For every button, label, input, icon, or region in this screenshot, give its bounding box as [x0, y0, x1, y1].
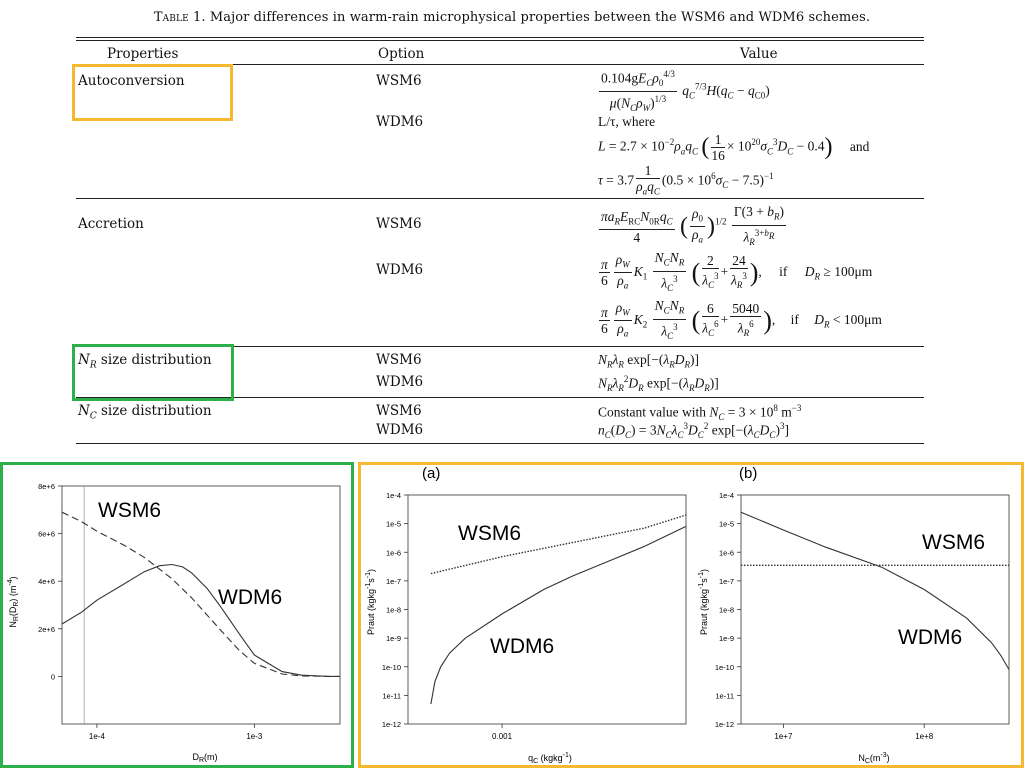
constant-text: Constant value with: [598, 404, 706, 420]
row-nr-wsm6: WSM6: [376, 352, 422, 368]
chart2-panel-label: (a): [422, 465, 441, 482]
and-word: and: [849, 138, 870, 154]
chart3-ytick-label: 1e-12: [714, 720, 734, 729]
chart3-ytick-label: 1e-8: [718, 605, 734, 615]
if-word-2: if: [790, 312, 799, 328]
table-caption: [0, 10, 1024, 25]
header-properties: Properties: [107, 46, 179, 62]
row-autoconversion-wdm6: WDM6: [376, 114, 424, 130]
chart3-ytick-label: 1e-10: [714, 662, 734, 672]
row-accretion-property: Accretion: [78, 216, 144, 232]
chart3-panel-label: (b): [739, 465, 758, 482]
formula-accretion-wdm6-a: $\frac{\pi}{6}$ $\frac{\rho_W}{\rho_a}$ $K_1$ $\frac{N_CN_R}{\lambda_C^3}$ ( $\frac{2}{\lambda_C^3}$ + $\frac{24}{\lambda_R^3}$ ), if $D_R \ge 100\mu m$: [601, 250, 873, 293]
formula-wdm6-auto-line1: L/τ, where: [598, 114, 656, 129]
chart1-ytick-label: 6e+6: [38, 529, 55, 539]
chart2-xlabel: $q_C$ (kgkg$^{-1}$): [528, 752, 572, 765]
caption-text: Major differences in warm-rain microphysical properties between the WSM6 and WDM6 schemes.: [209, 10, 871, 25]
formula-nr-wsm6: $N_R\lambda_R$ $\exp[-(\lambda_RD_R)]$: [598, 352, 699, 370]
chart-praut-qc: [358, 462, 691, 768]
chart2-ytick-label: 1e-4: [385, 491, 401, 500]
chart3-ylabel: Praut $(kgkg^{-1}s^{-1})$: [698, 569, 709, 635]
chart2-series-wdm6: [431, 526, 686, 704]
formula-accretion-wdm6-b: $\frac{\pi}{6}$ $\frac{\rho_W}{\rho_a}$ $K_2$ $\frac{N_CN_R}{\lambda_C^3}$ ( $\frac{6}{\lambda_C^6}$ + $\frac{5040}{\lambda_R^6}$ ), if $D_R < 100\mu m$: [601, 298, 882, 341]
chart2-ytick-label: 1e-11: [382, 691, 401, 701]
chart3-ytick-label: 1e-11: [715, 691, 734, 701]
formula-nr-wdm6: $N_R\lambda_R^2D_R$ $\exp[-(\lambda_RD_R)]$: [598, 374, 719, 394]
chart3-xtick-label: 1e+8: [915, 732, 934, 741]
row-nc-property: $N_C$ size distribution: [78, 403, 212, 422]
chart1-xlabel: $D_R(m)$: [192, 752, 218, 764]
chart2-ytick-label: 1e-5: [385, 519, 401, 529]
row-accretion-wdm6: WDM6: [376, 262, 424, 278]
unit-um-1: μm: [854, 264, 873, 280]
chart3-xtick-label: 1e+7: [774, 732, 793, 741]
caption-prefix: Table 1.: [153, 10, 206, 25]
row-autoconversion-wsm6: WSM6: [376, 73, 422, 89]
chart-size-distribution: [0, 462, 354, 768]
chart3-ytick-label: 1e-7: [718, 576, 734, 586]
chart1-series-wsm6: [62, 512, 340, 676]
chart2-ytick-label: 1e-9: [385, 634, 401, 644]
row-accretion-wsm6: WSM6: [376, 216, 422, 232]
chart1-ytick-label: 2e+6: [38, 624, 55, 634]
row-nr-property: $N_R$ size distribution: [78, 352, 212, 371]
chart2-ytick-label: 1e-7: [385, 576, 401, 586]
chart1-series-wdm6: [62, 565, 340, 677]
chart2-ytick-label: 1e-8: [385, 605, 401, 615]
row-nc-wdm6: WDM6: [376, 422, 424, 438]
table-bottom-rule: [76, 443, 924, 444]
table-top-rule: [76, 37, 924, 38]
highlight-nr-size: [72, 344, 234, 401]
chart3-ytick-label: 1e-5: [718, 519, 734, 529]
chart1-ytick-label: 8e+6: [38, 482, 55, 491]
header-option: Option: [378, 46, 425, 62]
formula-nc-wdm6: $n_C(D_C) = 3N_C\lambda_C^3D_C^2$ $\exp[-(\lambda_CD_C)^3]$: [598, 421, 789, 441]
chart2-frame: [408, 495, 686, 724]
chart3-ytick-label: 1e-9: [718, 634, 734, 644]
chart2-ytick-label: 1e-12: [381, 720, 401, 729]
chart1-ytick-label: 0: [50, 672, 55, 682]
formula-wdm6-auto-tau: τ = 3.7 $\frac{1}{\rho_aq_C}$ $(0.5 \times 10^6\sigma_C - 7.5)^{-1}$: [598, 163, 774, 197]
table-top-rule-2: [76, 40, 924, 41]
chart1-wsm6-label: WSM6: [98, 499, 161, 522]
chart1-xtick-label: 1e-4: [88, 732, 105, 741]
row-autoconversion-property: Autoconversion: [78, 73, 185, 89]
formula-nc-wsm6: Constant value with $N_C = 3 \times 10^8$ $m^{-3}$: [598, 403, 802, 423]
formula-accretion-wsm6: $\frac{\pi a_RE_{RC}N_{0R}q_C}{4}$ ( $\frac{\rho_0}{\rho_a}$ )$^{1/2}$ $\frac{\Gamma(3 + b_R)}{\lambda_R^{3+b_R}}$: [601, 204, 784, 247]
chart1-ylabel: $N_R(D_R)$ $(m^{-4})$: [7, 576, 20, 628]
row-rule-1: [76, 198, 924, 199]
chart2-wsm6-label: WSM6: [458, 522, 521, 545]
chart3-wdm6-label: WDM6: [898, 626, 963, 649]
chart1-wdm6-label: WDM6: [218, 586, 283, 609]
chart2-ylabel: Praut $(kgkg^{-1}s^{-1})$: [365, 569, 376, 635]
formula-wdm6-auto-L: $L = 2.7 \times 10^{-2}\rho_aq_C$ ( $\frac{1}{16}$ × $10^{20}\sigma_C^3D_C - 0.4$) and: [598, 132, 870, 163]
chart3-wsm6-label: WSM6: [922, 531, 985, 554]
chart2-ytick-label: 1e-6: [385, 548, 401, 558]
chart1-ytick-label: 4e+6: [38, 577, 55, 587]
chart2-wdm6-label: WDM6: [490, 635, 555, 658]
formula-autoconversion-wsm6: $\frac{0.104gE_C\rho_0^{4/3}}{\mu(N_C\rho_W)^{1/3}}$ $q_C^{7/3}H(q_C - q_{C0})$: [601, 69, 770, 114]
chart3-xlabel: $N_C(m^{-3})$: [858, 752, 890, 765]
row-nr-wdm6: WDM6: [376, 374, 424, 390]
if-word-1: if: [779, 264, 788, 280]
chart2-ytick-label: 1e-10: [381, 662, 401, 672]
chart3-ytick-label: 1e-4: [718, 491, 734, 500]
unit-um-2: μm: [864, 312, 882, 328]
chart-praut-nc: [691, 462, 1024, 768]
highlight-autoconversion: [72, 64, 233, 121]
chart2-xtick-label: 0.001: [492, 732, 513, 741]
chart3-ytick-label: 1e-6: [718, 548, 734, 558]
row-nc-wsm6: WSM6: [376, 403, 422, 419]
header-value: Value: [740, 46, 778, 62]
chart1-xtick-label: 1e-3: [246, 732, 263, 741]
